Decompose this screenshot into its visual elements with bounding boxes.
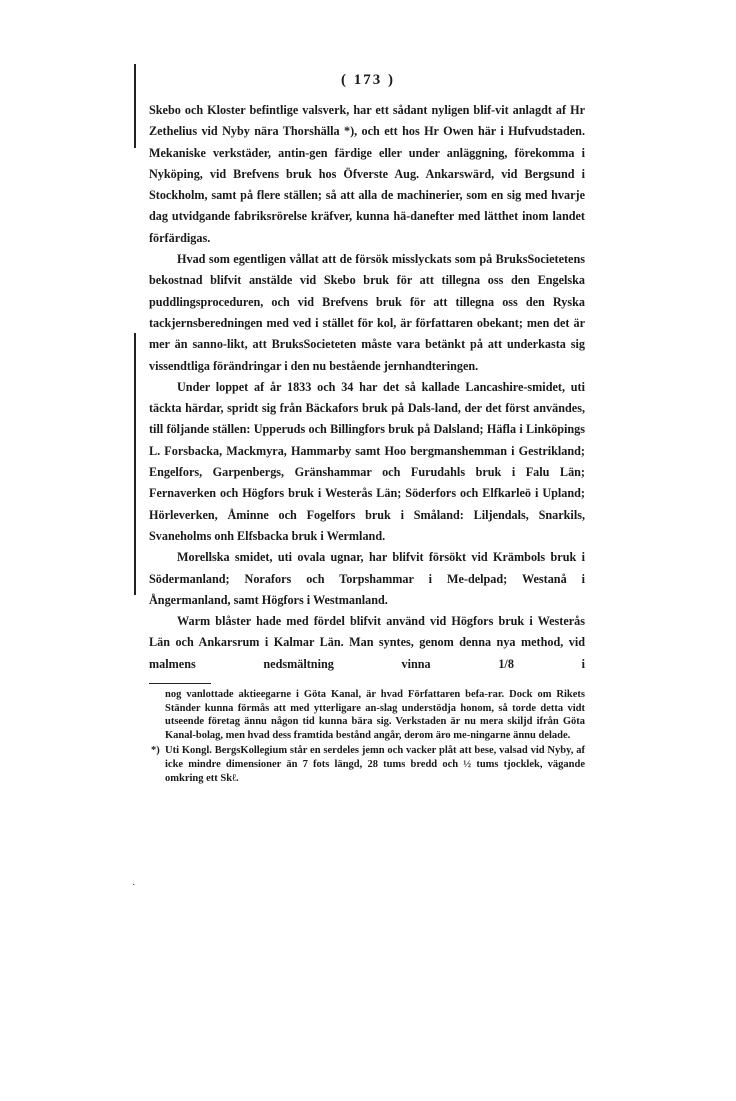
paragraph: Morellska smidet, uti ovala ugnar, har blifvit försökt vid Krämbols bruk i Södermanland; Norafors och Torpshammar i Me-delpad; Westanå i Ångermanland, samt Högfors i Westmanland. [149,550,585,607]
margin-speck: · [132,880,136,891]
margin-rule-top [134,64,136,148]
paragraph: Under loppet af år 1833 och 34 har det så kallade Lancashire-smidet, uti täckta härdar, spridt sig från Bäckafors bruk på Dals-land, der det först användes, till följande ställen: Upperuds och Billingfors bruk på Dalsland; Häfla i Linköpings L. Forsbacka, Mackmyra, Hammarby samt Hoo bergmanshemman i Gestrikland; Engelfors, Garpenbergs, Gränshammar och Furudahls bruk i Falu Län; Fernaverken och Högfors bruk i Westerås Län; Söderfors och Elfkarleö i Upland; Hörleverken, Åminne och Fogelfors bruk i Småland: Liljendals, Snarkils, Svaneholms onh Elfsbacka bruk i Wermland. [149,379,585,543]
footnote-marker: *) [151,745,160,757]
paragraph: Warm blåster hade med fördel blifvit använd vid Högfors bruk i Westerås Län och Ankarsrum i Kalmar Län. Man syntes, genom denna nya method, vid malmens nedsmältning vinna 1/8 i [149,614,585,671]
footnote-text: Uti Kongl. BergsKollegium står en serdeles jemn och vacker plåt att bese, valsad vid Nyby, af icke mindre dimensioner än 7 fots längd, 28 tums bredd och ½ tums tjocklek, vägande omkring ett Skℓ. [165,745,585,784]
footnotes [151,688,585,785]
footnote [151,744,585,785]
footnote-text: nog vanlottade aktieegarne i Göta Kanal, är hvad Författaren befa-rar. Dock om Rikets Ständer kunna förmås att med ytterligare an-slag understödja honom, så torde detta vidt utseende företag ännu någon tid kunna bära sig. Verkstaden är nu mera skiljd ifrån Göta Kanal-bolag, men hvad dess framtida bestånd angår, derom äro me-ningarne ännu delade. [165,689,585,741]
paragraph: Skebo och Kloster befintlige valsverk, har ett sådant nyligen blif-vit anlagdt af Hr Zethelius vid Nyby nära Thorshälla *), och ett hos Hr Owen här i Hufvudstaden. Mekaniske verkstäder, antin-gen färdige eller under anläggning, förekomma i Nyköping, vid Brefvens bruk hos Öfverste Aug. Ankarswärd, vid Bergsund i Stockholm, samt på flere ställen; så att alla de machinerier, som en sig med hvarje dag utvidgande fabriksrörelse kräfver, kunna hä-danefter med lätthet inom landet förfärdigas. [149,103,585,245]
page-number: ( 173 ) [341,72,395,88]
margin-rule-middle [134,333,136,595]
footnote-rule [149,683,211,684]
footnote [165,688,585,742]
paragraph: Hvad som egentligen vållat att de försök misslyckats som på BruksSocietetens bekostnad blifvit anstälde vid Skebo bruk för att tillegna oss den Engelska puddlingsproceduren, och vid Brefvens bruk för att tillegna oss den Ryska tackjernsberedningen med ved i stället för kol, är författaren obekant; men det är mer än sanno-likt, att BruksSocieteten måste vara betänkt på att underkasta sig vissendtliga förändringar i den nu bestående jernhandteringen. [149,252,585,373]
page-body [149,100,585,785]
